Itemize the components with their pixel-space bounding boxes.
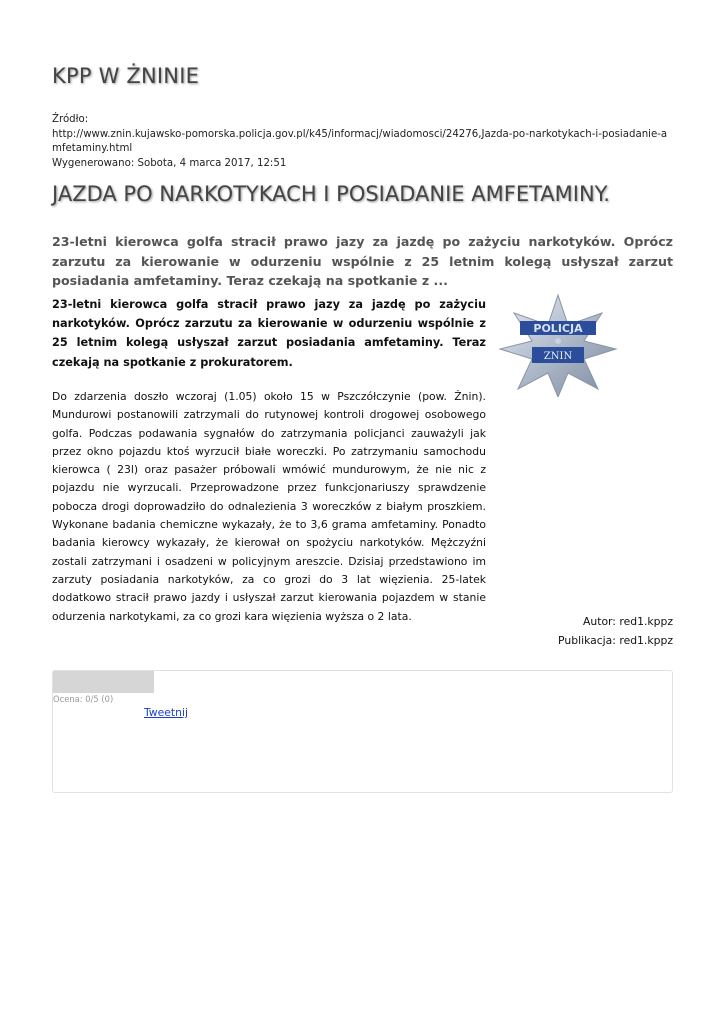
- article-footer: [558, 613, 673, 650]
- article-intro: 23-letni kierowca golfa stracił prawo jazy za jazdę po zażyciu narkotyków. Oprócz zarzutu za kierowanie w odurzeniu wspólnie z 25 letnim kolegą usłyszał zarzut posiadania amfetaminy. Teraz czekają na spotkanie z prokuratorem.: [52, 298, 486, 369]
- author: Autor: red1.kppz: [582, 615, 673, 628]
- source-label: Źródło:: [52, 114, 89, 125]
- article-lead: 23-letni kierowca golfa stracił prawo jazy za jazdę po zażyciu narkotyków. Oprócz zarzutu za kierowanie w odurzeniu wspólnie z 25 letnim kolegą usłyszał zarzut posiadania amfetaminy. Teraz czekają na spotkanie z ...: [52, 234, 673, 288]
- rating-stars-bar[interactable]: [53, 671, 154, 693]
- rating-text: Ocena: 0/5 (0): [53, 694, 114, 704]
- source-meta: [52, 113, 677, 171]
- article-body: Do zdarzenia doszło wczoraj (1.05) około 15 w Pszczółczynie (pow. Żnin). Mundurowi postanowili zatrzymali do rutynowej kontroli drogowej osobowego golfa. Podczas podawania sygnałów do zatrzymania policjanci zauważyli jak przez okno pojazdu ktoś wyrzucił białe woreczki. Po zatrzymaniu samochodu kierowca ( 23l) oraz pasażer próbowali wmówić mundurowym, że nie nic z pojazdu nie wyrzucali. Przeprowadzone przez funkcjonariuszy sprawdzenie pobocza drogi doprowadziło do odnalezienia 3 woreczków z białym proszkiem. Wykonane badania chemiczne wykazały, że to 3,6 grama amfetaminy. Ponadto badania kierowcy wykazały, że kierował on spożyciu narkotyków. Mężczyźni zostali zatrzymani i osadzeni w policyjnym areszcie. Dzisiaj przedstawiono im zarzuty posiadania narkotyków, za co grozi do 3 lat więzienia. 25-latek dodatkowo stracił prawo jazdy i usłyszał zarzut kierowania pojazdem w stanie odurzenia narkotykami, za co grozi kara więzienia wyższa o 2 lata.: [52, 390, 486, 623]
- article-title: JAZDA PO NARKOTYKACH I POSIADANIE AMFETAMINY.: [52, 182, 610, 206]
- site-title: KPP W ŻNINIE: [52, 64, 200, 88]
- logo-top-text: POLICJA: [533, 322, 583, 335]
- police-star-badge-icon: [498, 293, 618, 397]
- tweet-link[interactable]: Tweetnij: [144, 706, 188, 719]
- generated-date: Wygenerowano: Sobota, 4 marca 2017, 12:51: [52, 157, 287, 169]
- rating-panel: [52, 670, 673, 793]
- source-url: http://www.znin.kujawsko-pomorska.policja.gov.pl/k45/informacj/wiadomosci/24276,Jazda-po-narkotykach-i-posiadanie-amfetaminy.html: [52, 128, 668, 155]
- publication: Publikacja: red1.kppz: [558, 633, 673, 647]
- logo-bottom-text: ZNIN: [543, 351, 573, 362]
